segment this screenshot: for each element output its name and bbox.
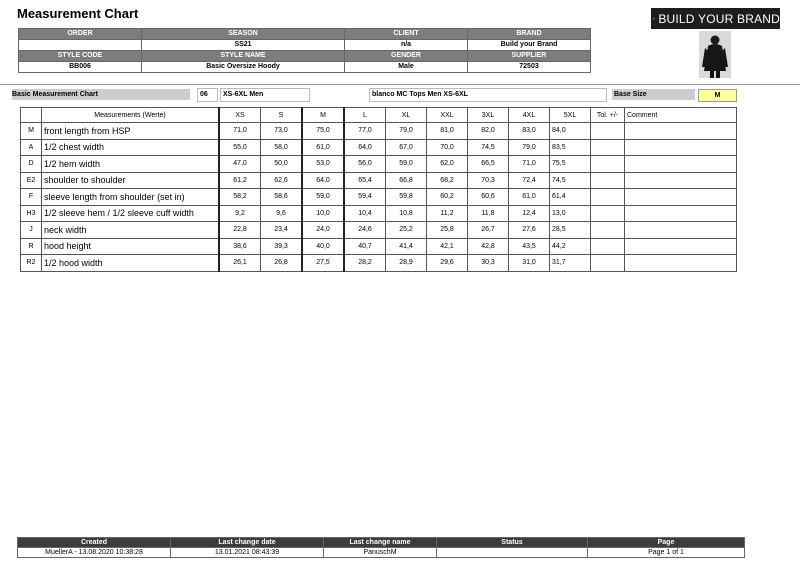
row-code: J <box>21 222 42 239</box>
table-row <box>21 205 737 222</box>
row-size-value: 29,6 <box>427 255 468 272</box>
row-measurement-name: sleeve length from shoulder (set in) <box>42 189 220 206</box>
row-size-value: 42,1 <box>427 238 468 255</box>
measurement-table-header <box>21 108 737 123</box>
header-3xl: 3XL <box>468 108 509 123</box>
row-size-value: 60,2 <box>427 189 468 206</box>
row-size-value: 53,0 <box>302 156 344 173</box>
row-code: A <box>21 139 42 156</box>
row-size-value: 62,0 <box>427 156 468 173</box>
table-row <box>21 172 737 189</box>
row-measurement-name: 1/2 hem width <box>42 156 220 173</box>
table-row <box>21 222 737 239</box>
row-size-value: 61,0 <box>302 139 344 156</box>
row-size-value: 28,2 <box>344 255 386 272</box>
size-code-field: 06 <box>197 88 218 102</box>
page-title: Measurement Chart <box>17 6 139 21</box>
row-size-value: 42,8 <box>468 238 509 255</box>
row-size-value: 23,4 <box>261 222 303 239</box>
row-size-value: 10,4 <box>344 205 386 222</box>
row-size-value: 24,6 <box>344 222 386 239</box>
row-size-value: 59,0 <box>386 156 427 173</box>
row-size-value: 61,2 <box>219 172 261 189</box>
row-comment <box>625 156 737 173</box>
row-tolerance <box>591 205 625 222</box>
row-size-value: 43,5 <box>509 238 550 255</box>
row-size-value: 66,5 <box>468 156 509 173</box>
created-label: Created <box>18 538 171 548</box>
last-change-name-value: PanuschM <box>324 548 437 558</box>
client-value: n/a <box>345 40 468 51</box>
row-size-value: 58,2 <box>219 189 261 206</box>
row-size-value: 66,8 <box>386 172 427 189</box>
row-code: H3 <box>21 205 42 222</box>
row-size-value: 60,6 <box>468 189 509 206</box>
row-measurement-name: shoulder to shoulder <box>42 172 220 189</box>
gender-value: Male <box>345 62 468 73</box>
row-size-value: 27,5 <box>302 255 344 272</box>
row-size-value: 10,0 <box>302 205 344 222</box>
row-size-value: 41,4 <box>386 238 427 255</box>
row-size-value: 47,0 <box>219 156 261 173</box>
gender-label: GENDER <box>345 51 468 62</box>
row-size-value: 75,0 <box>302 123 344 140</box>
table-row <box>21 255 737 272</box>
header-4xl: 4XL <box>509 108 550 123</box>
row-size-value: 59,0 <box>302 189 344 206</box>
row-comment <box>625 123 737 140</box>
row-tolerance <box>591 255 625 272</box>
brand-logo-icon <box>653 11 655 27</box>
row-size-value: 31,0 <box>509 255 550 272</box>
last-change-name-label: Last change name <box>324 538 437 548</box>
style-name-label: STYLE NAME <box>142 51 345 62</box>
row-size-value: 25,8 <box>427 222 468 239</box>
product-photo <box>699 31 731 78</box>
header-s: S <box>261 108 303 123</box>
row-size-value: 25,2 <box>386 222 427 239</box>
row-tolerance <box>591 189 625 206</box>
row-size-value: 22,8 <box>219 222 261 239</box>
row-size-value: 70,3 <box>468 172 509 189</box>
row-measurement-name: front length from HSP <box>42 123 220 140</box>
row-size-value: 26,7 <box>468 222 509 239</box>
status-value <box>437 548 588 558</box>
row-tolerance <box>591 156 625 173</box>
row-size-value: 67,0 <box>386 139 427 156</box>
row-tolerance <box>591 222 625 239</box>
row-size-value: 62,6 <box>261 172 303 189</box>
row-size-value: 59,4 <box>344 189 386 206</box>
brand-value: Build your Brand <box>468 40 591 51</box>
row-comment <box>625 255 737 272</box>
header-comment: Comment <box>625 108 737 123</box>
row-size-value: 30,3 <box>468 255 509 272</box>
row-size-value: 74,5 <box>468 139 509 156</box>
row-code: R2 <box>21 255 42 272</box>
row-size-value: 11,8 <box>468 205 509 222</box>
row-size-value: 84,0 <box>550 123 591 140</box>
row-size-value: 24,0 <box>302 222 344 239</box>
header-code <box>21 108 42 123</box>
row-size-value: 56,0 <box>344 156 386 173</box>
season-label: SEASON <box>142 29 345 40</box>
row-measurement-name: 1/2 chest width <box>42 139 220 156</box>
header-5xl: 5XL <box>550 108 591 123</box>
table-row <box>21 123 737 140</box>
created-value: MuellerA - 13.08.2020 10:38:28 <box>18 548 171 558</box>
row-size-value: 39,3 <box>261 238 303 255</box>
row-size-value: 40,7 <box>344 238 386 255</box>
header-xxl: XXL <box>427 108 468 123</box>
row-comment <box>625 139 737 156</box>
table-row <box>21 139 737 156</box>
row-comment <box>625 222 737 239</box>
row-size-value: 58,6 <box>261 189 303 206</box>
season-value: SS21 <box>142 40 345 51</box>
row-tolerance <box>591 123 625 140</box>
row-size-value: 73,0 <box>261 123 303 140</box>
brand-label: BRAND <box>468 29 591 40</box>
row-code: F <box>21 189 42 206</box>
row-size-value: 82,0 <box>468 123 509 140</box>
header-xs: XS <box>219 108 261 123</box>
page-label: Page <box>588 538 745 548</box>
order-value <box>19 40 142 51</box>
row-size-value: 55,0 <box>219 139 261 156</box>
row-size-value: 44,2 <box>550 238 591 255</box>
row-size-value: 28,9 <box>386 255 427 272</box>
header-l: L <box>344 108 386 123</box>
row-size-value: 79,0 <box>509 139 550 156</box>
row-size-value: 71,0 <box>219 123 261 140</box>
row-size-value: 71,0 <box>509 156 550 173</box>
row-size-value: 59,8 <box>386 189 427 206</box>
supplier-label: SUPPLIER <box>468 51 591 62</box>
base-size-value: M <box>698 89 737 102</box>
row-size-value: 10,8 <box>386 205 427 222</box>
basic-measurement-chart-label: Basic Measurement Chart <box>12 89 190 100</box>
row-size-value: 83,0 <box>509 123 550 140</box>
header-xl: XL <box>386 108 427 123</box>
client-label: CLIENT <box>345 29 468 40</box>
row-tolerance <box>591 139 625 156</box>
footer-table <box>17 537 745 558</box>
row-comment <box>625 238 737 255</box>
style-code-label: STYLE CODE <box>19 51 142 62</box>
style-header-table <box>18 28 591 73</box>
row-size-value: 61,4 <box>550 189 591 206</box>
hoodie-image <box>699 31 731 78</box>
row-measurement-name: hood height <box>42 238 220 255</box>
row-size-value: 9,6 <box>261 205 303 222</box>
row-size-value: 50,0 <box>261 156 303 173</box>
base-size-label: Base Size <box>612 89 695 100</box>
row-size-value: 26,8 <box>261 255 303 272</box>
row-size-value: 79,0 <box>386 123 427 140</box>
row-code: E2 <box>21 172 42 189</box>
size-range-field: XS-6XL Men <box>220 88 310 102</box>
row-size-value: 74,5 <box>550 172 591 189</box>
divider <box>0 84 800 85</box>
row-tolerance <box>591 238 625 255</box>
row-size-value: 68,2 <box>427 172 468 189</box>
row-size-value: 61,0 <box>509 189 550 206</box>
table-row <box>21 238 737 255</box>
header-measurement: Measurements (Werte) <box>42 108 220 123</box>
table-row <box>21 156 737 173</box>
row-size-value: 9,2 <box>219 205 261 222</box>
row-size-value: 38,6 <box>219 238 261 255</box>
row-measurement-name: neck width <box>42 222 220 239</box>
row-size-value: 12,4 <box>509 205 550 222</box>
row-size-value: 13,0 <box>550 205 591 222</box>
row-code: D <box>21 156 42 173</box>
last-change-date-label: Last change date <box>171 538 324 548</box>
row-comment <box>625 172 737 189</box>
page-value: Page 1 of 1 <box>588 548 745 558</box>
row-size-value: 26,1 <box>219 255 261 272</box>
row-size-value: 28,5 <box>550 222 591 239</box>
row-code: M <box>21 123 42 140</box>
brand-logo <box>651 8 780 29</box>
row-size-value: 72,4 <box>509 172 550 189</box>
supplier-value: 72503 <box>468 62 591 73</box>
size-template-field: blanco MC Tops Men XS-6XL <box>369 88 607 102</box>
row-size-value: 75,5 <box>550 156 591 173</box>
row-size-value: 83,5 <box>550 139 591 156</box>
row-size-value: 65,4 <box>344 172 386 189</box>
row-size-value: 77,0 <box>344 123 386 140</box>
row-size-value: 70,0 <box>427 139 468 156</box>
row-size-value: 64,0 <box>302 172 344 189</box>
row-size-value: 58,0 <box>261 139 303 156</box>
row-size-value: 64,0 <box>344 139 386 156</box>
row-size-value: 11,2 <box>427 205 468 222</box>
style-name-value: Basic Oversize Hoody <box>142 62 345 73</box>
row-measurement-name: 1/2 hood width <box>42 255 220 272</box>
row-code: R <box>21 238 42 255</box>
table-row <box>21 189 737 206</box>
row-size-value: 31,7 <box>550 255 591 272</box>
header-m: M <box>302 108 344 123</box>
row-size-value: 40,0 <box>302 238 344 255</box>
header-tolerance: Tol. +/- <box>591 108 625 123</box>
last-change-date-value: 13.01.2021 08:43:39 <box>171 548 324 558</box>
order-label: ORDER <box>19 29 142 40</box>
row-size-value: 81,0 <box>427 123 468 140</box>
row-comment <box>625 205 737 222</box>
measurement-table-body <box>21 123 737 272</box>
brand-logo-text: BUILD YOUR BRAND <box>658 11 780 26</box>
row-measurement-name: 1/2 sleeve hem / 1/2 sleeve cuff width <box>42 205 220 222</box>
status-label: Status <box>437 538 588 548</box>
row-tolerance <box>591 172 625 189</box>
measurement-table <box>20 107 737 272</box>
row-comment <box>625 189 737 206</box>
row-size-value: 27,6 <box>509 222 550 239</box>
style-code-value: BB006 <box>19 62 142 73</box>
